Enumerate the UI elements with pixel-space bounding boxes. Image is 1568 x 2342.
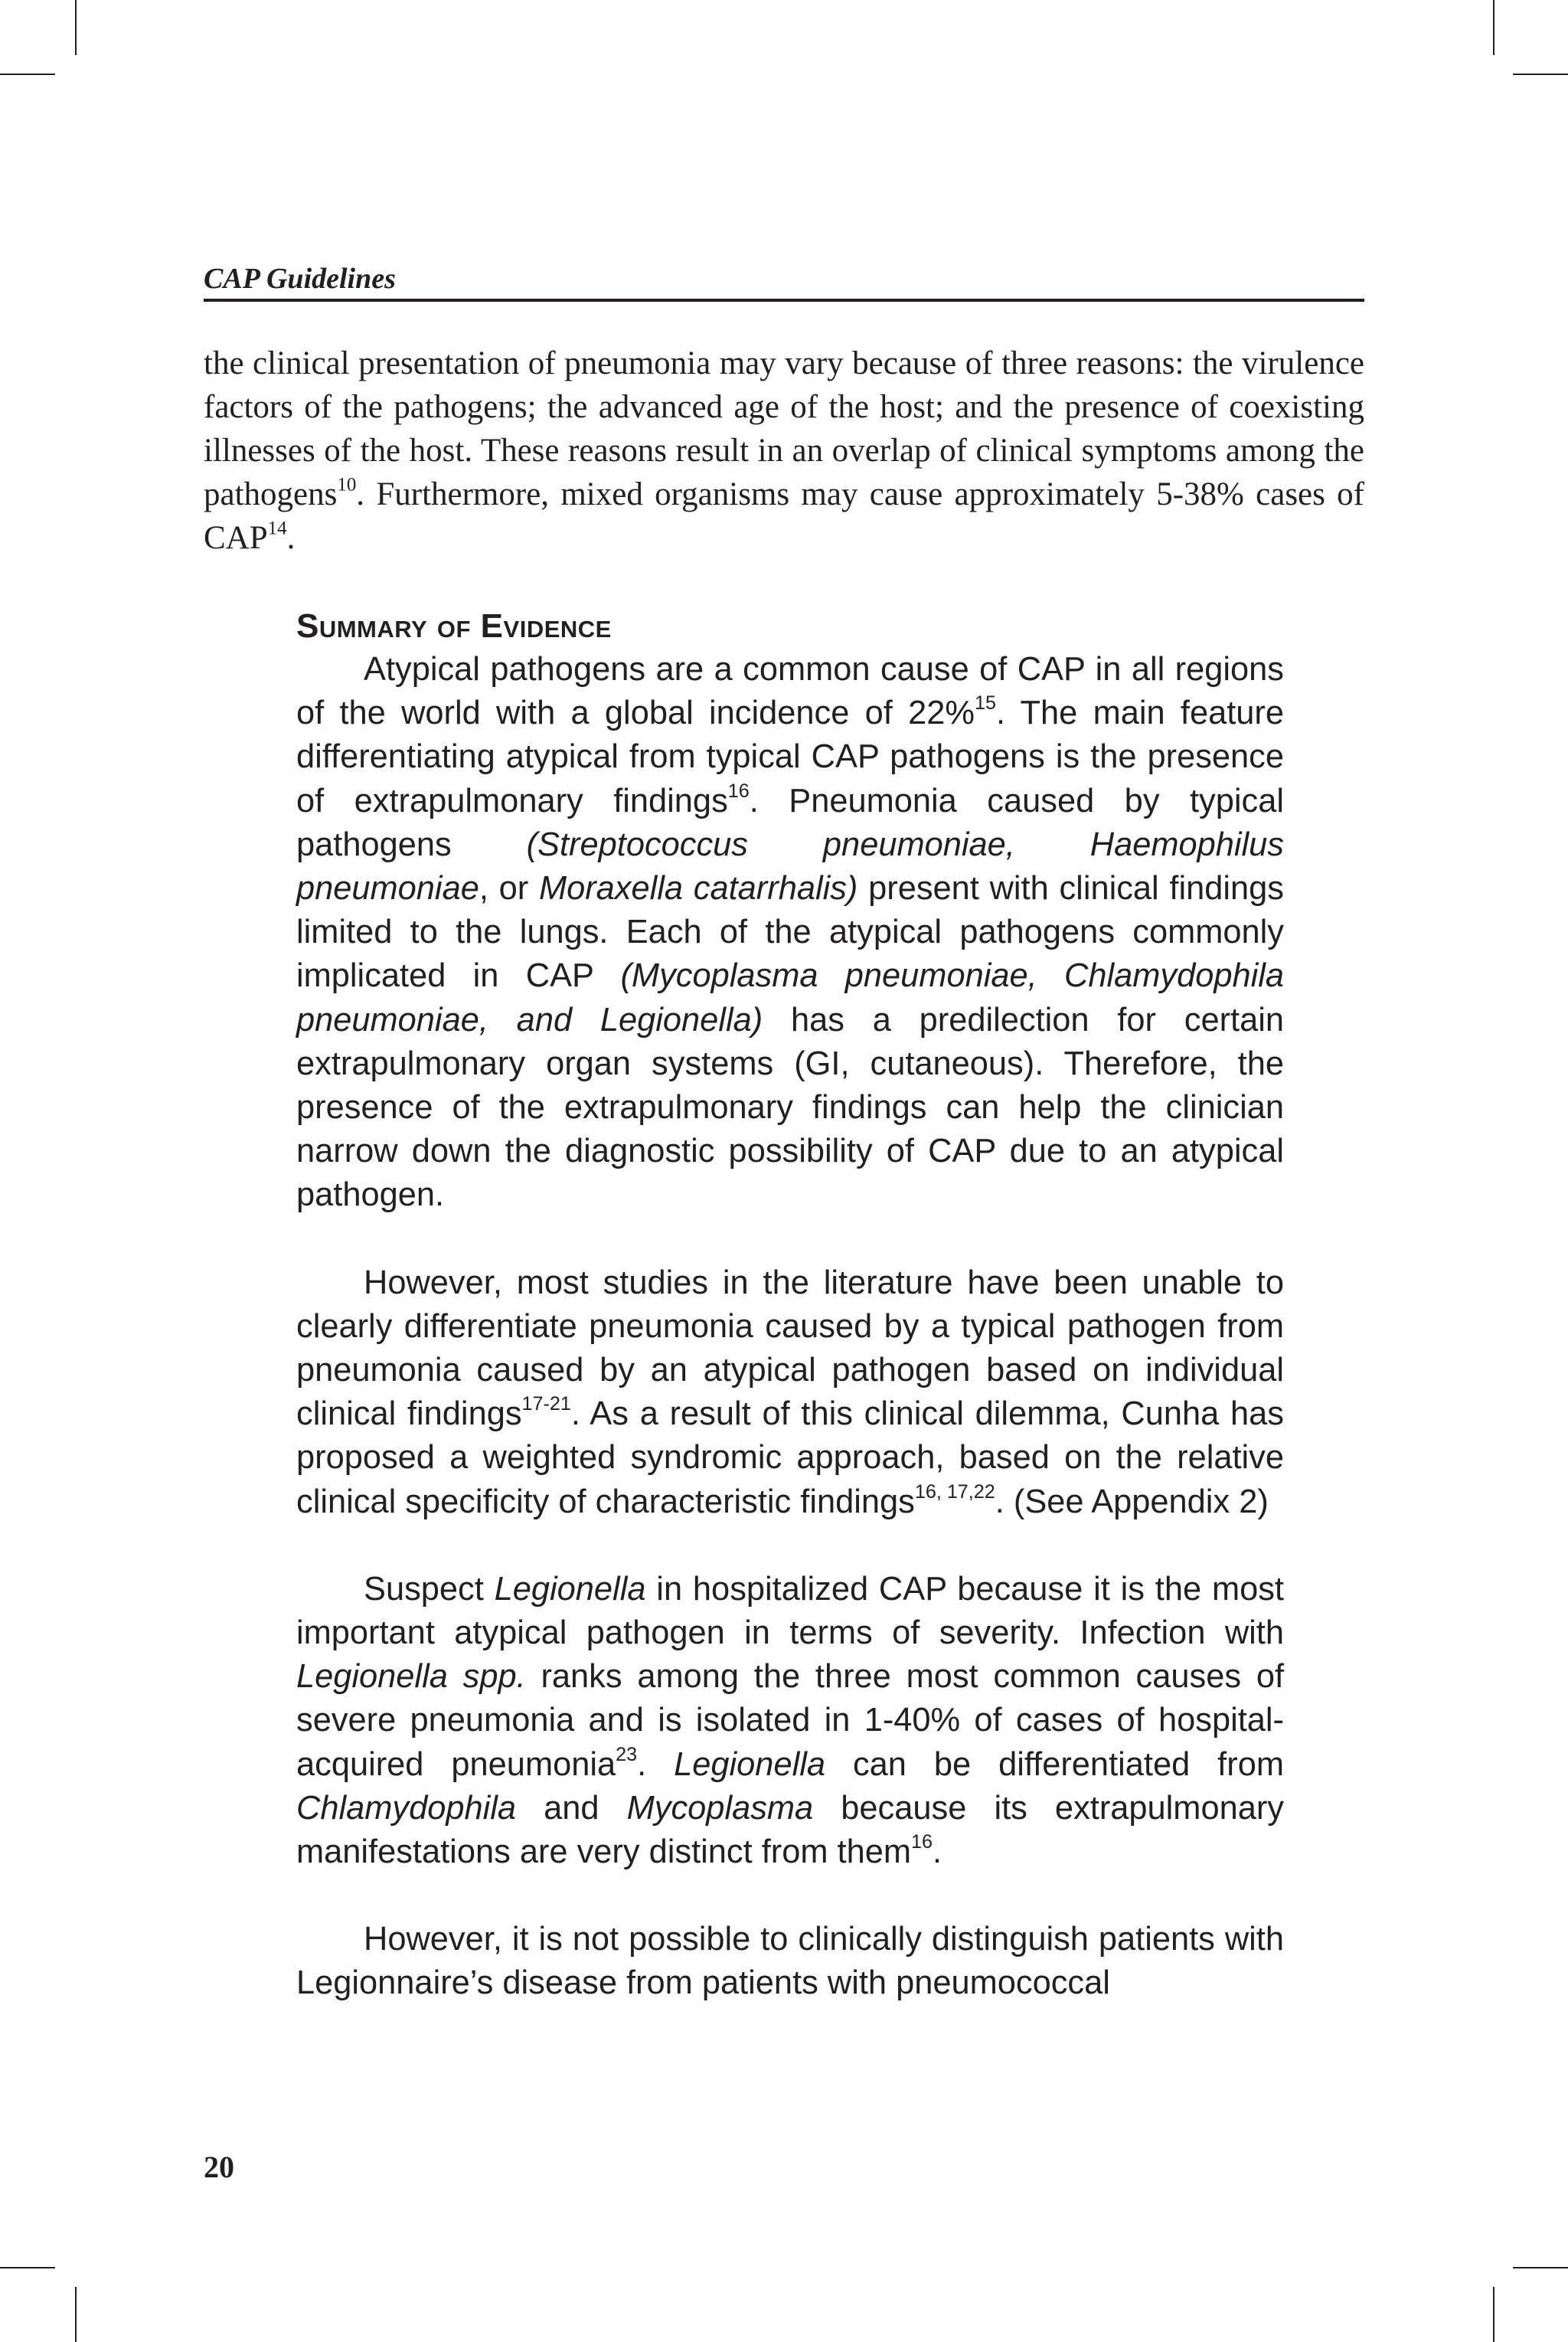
paragraph-legionella: Suspect Legionella in hospitalized CAP because it is the most important atypical pathogen in terms of severity. Infection with Legionella spp. ranks among the three most common causes of severe pneumonia and is isolated in 1-40% of cases of hospital-acquired pneumonia$^{23}$. Legionella can be differentiated from Chlamydophila and Mycoplasma because its extrapulmonary manifestations are very distinct from them$^{16}$. bbox=[296, 1570, 1285, 1871]
summary-of-evidence-section bbox=[296, 605, 1284, 2006]
running-header: CAP Guidelines bbox=[204, 263, 396, 295]
citation: 14 bbox=[267, 518, 287, 539]
crop-mark-bottom-right-vertical bbox=[1493, 2287, 1494, 2342]
citation: 16 bbox=[727, 780, 750, 802]
citation: 10 bbox=[337, 474, 357, 496]
section-heading: Summary of Evidence bbox=[296, 607, 612, 645]
crop-mark-top-right-horizontal bbox=[1513, 74, 1568, 75]
crop-mark-bottom-left-horizontal bbox=[0, 2267, 55, 2268]
header-rule bbox=[204, 299, 1364, 302]
paragraph-legionnaires-disease: However, it is not possible to clinically distinguish patients with Legionnaire’s disease from patients with pneumococcal bbox=[296, 1921, 1284, 2002]
paragraph-syndromic-approach: However, most studies in the literature have been unable to clearly differentiate pneumonia caused by a typical pathogen from pneumonia caused by an atypical pathogen based on individual clinical findings$^{17-21}$. As a result of this clinical dilemma, Cunha has proposed a weighted syndromic approach, based on the relative clinical specificity of characteristic findings$^{16, 17,22}$. (See Appendix 2) bbox=[296, 1264, 1284, 1520]
crop-mark-top-right-vertical bbox=[1493, 0, 1494, 55]
crop-mark-bottom-left-vertical bbox=[75, 2287, 77, 2342]
citation: 17-21 bbox=[521, 1393, 571, 1415]
citation: 15 bbox=[974, 692, 996, 715]
citation: 16, 17,22 bbox=[914, 1480, 995, 1503]
intro-paragraph: the clinical presentation of pneumonia may vary because of three reasons: the virulence factors of the pathogens; the advanced age of the host; and the presence of coexisting illnesses of the host. These reasons result in an overlap of clinical symptoms among the pathogens$^{10}$. Furthermore, mixed organisms may cause approximately 5-38% cases of CAP$^{14}$. bbox=[204, 345, 1364, 556]
crop-mark-bottom-right-horizontal bbox=[1513, 2267, 1568, 2268]
page-number: 20 bbox=[204, 2150, 234, 2184]
crop-mark-top-left-vertical bbox=[75, 0, 77, 55]
crop-mark-top-left-horizontal bbox=[0, 74, 55, 75]
citation: 23 bbox=[616, 1743, 638, 1765]
paragraph-atypical-pathogens: Atypical pathogens are a common cause of CAP in all regions of the world with a global incidence of 22%$^{15}$. The main feature differentiating atypical from typical CAP pathogens is the presence of extrapulmonary findings$^{16}$. Pneumonia caused by typical pathogens (Streptococcus pneumoniae, Haemophilus pneumoniae, or Moraxella catarrhalis) present with clinical findings limited to the lungs. Each of the atypical pathogens commonly implicated in CAP (Mycoplasma pneumoniae, Chlamydophila pneumoniae, and Legionella) has a predilection for certain extrapulmonary organ systems (GI, cutaneous). Therefore, the presence of the extrapulmonary findings can help the clinician narrow down the diagnostic possibility of CAP due to an atypical pathogen. bbox=[296, 651, 1285, 1214]
citation: 16 bbox=[911, 1831, 933, 1853]
